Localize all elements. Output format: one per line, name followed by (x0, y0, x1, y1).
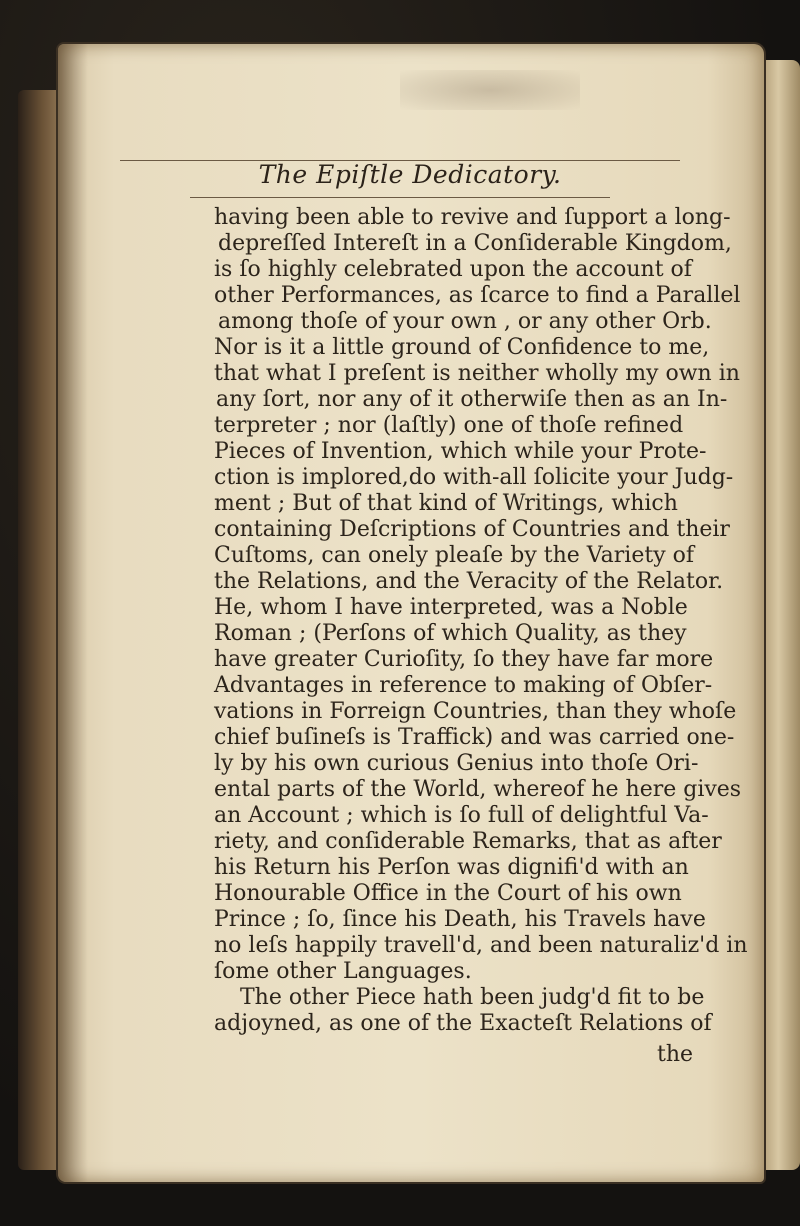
text-line: any ſort, nor any of it otherwiſe then as an In- (216, 387, 728, 412)
catchword: the (657, 1042, 694, 1067)
text-line: the Relations, and the Veracity of the Relator. (214, 569, 724, 594)
text-line: an Account ; which is ſo full of delightful Va- (214, 803, 709, 828)
text-line: Cuſtoms, can onely pleaſe by the Variety of (214, 543, 695, 568)
page-fore-edge (764, 60, 800, 1170)
text-line: depreſſed Intereſt in a Conſiderable Kingdom, (218, 231, 732, 256)
text-line: adjoyned, as one of the Exacteſt Relations of (214, 1011, 712, 1036)
text-line: Nor is it a little ground of Confidence to me, (214, 335, 710, 360)
text-line: ment ; But of that kind of Writings, which (214, 491, 678, 516)
text-line: other Performances, as ſcarce to find a Parallel (214, 283, 741, 308)
text-line: The other Piece hath been judg'd fit to be (240, 985, 705, 1010)
text-line: riety, and conſiderable Remarks, that as after (214, 829, 722, 854)
text-line: Advantages in reference to making of Obſer- (214, 673, 713, 698)
text-line: is ſo highly celebrated upon the account of (214, 257, 692, 282)
text-line: vations in Forreign Countries, than they whoſe (214, 699, 737, 724)
ink-bleed-through (400, 70, 580, 110)
text-line: have greater Curioſity, ſo they have far more (214, 647, 714, 672)
text-line: ſome other Languages. (214, 959, 472, 984)
running-header (150, 156, 670, 196)
header-rule (190, 197, 610, 198)
text-line: that what I preſent is neither wholly my own in (214, 361, 740, 386)
text-line: Honourable Office in the Court of his own (214, 881, 682, 906)
book-spine-edge (18, 90, 58, 1170)
text-line: chief buſineſs is Traffick) and was carried one- (214, 725, 735, 750)
text-line: He, whom I have interpreted, was a Noble (214, 595, 688, 620)
text-line: Roman ; (Perſons of which Quality, as they (214, 621, 687, 646)
text-line: Pieces of Invention, which while your Prote- (214, 439, 707, 464)
text-line: having been able to revive and ſupport a long- (214, 205, 731, 230)
text-line: ction is implored,do with-all ſolicite your Judg- (214, 465, 734, 490)
text-line: containing Deſcriptions of Countries and their (214, 517, 730, 542)
text-line: among thoſe of your own , or any other Orb. (218, 309, 712, 334)
text-line: ental parts of the World, whereof he here gives (214, 777, 742, 802)
text-line: terpreter ; nor (laſtly) one of thoſe refined (214, 413, 684, 438)
text-line: ly by his own curious Genius into thoſe Ori- (214, 751, 699, 776)
running-header-title: The Epiſtle Dedicatory. (258, 160, 562, 189)
text-line: his Return his Perſon was dignifi'd with an (214, 855, 689, 880)
text-line: Prince ; ſo, ſince his Death, his Travels have (214, 907, 706, 932)
text-line: no leſs happily travell'd, and been naturaliz'd in (214, 933, 748, 958)
